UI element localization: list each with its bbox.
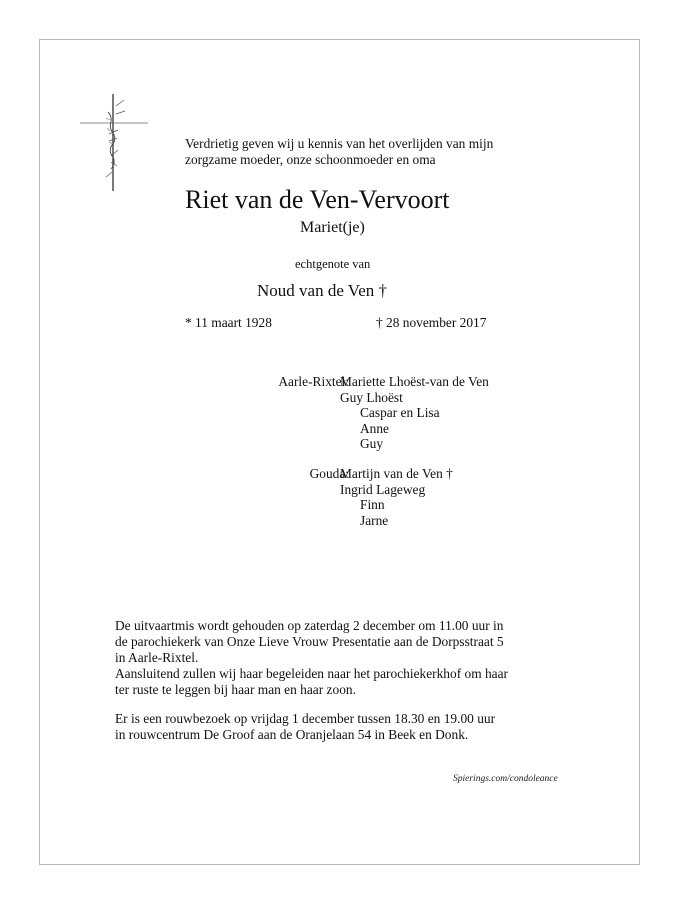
service-line: in Aarle-Rixtel. — [115, 650, 199, 665]
service-line: De uitvaartmis wordt gehouden op zaterdag 2 december om 11.00 uur in — [115, 618, 504, 633]
cross-icon — [78, 92, 150, 192]
service-line: ter ruste te leggen bij haar man en haar zoon. — [115, 682, 356, 697]
family-member: Ingrid Lageweg — [340, 481, 426, 497]
condolence-link[interactable]: Spierings.com/condoleance — [453, 774, 558, 784]
family-member: Mariette Lhoëst-van de Ven — [340, 374, 489, 389]
spouse-name: Noud van de Ven † — [257, 281, 387, 300]
visit-line: in rouwcentrum De Groof aan de Oranjelaan 54 in Beek en Donk. — [115, 727, 469, 742]
spouse-label: echtgenote van — [295, 257, 371, 271]
family-place: Gouda: — [309, 466, 349, 481]
grandchild: Jarne — [360, 512, 389, 528]
deceased-nickname: Mariet(je) — [300, 219, 365, 236]
deceased-name: Riet van de Ven-Vervoort — [185, 185, 450, 214]
visit-info — [115, 711, 495, 743]
intro-line: zorgzame moeder, onze schoonmoeder en oma — [185, 152, 436, 167]
intro-line: Verdrietig geven wij u kennis van het overlijden van mijn — [185, 136, 494, 151]
service-line: Aansluitend zullen wij haar begeleiden naar het parochiekerkhof om haar — [115, 666, 508, 681]
grandchild: Finn — [360, 497, 385, 512]
death-date: † 28 november 2017 — [376, 315, 487, 330]
intro-text — [185, 136, 493, 168]
family-member: Martijn van de Ven † — [340, 466, 453, 481]
family-group — [340, 374, 489, 452]
service-line: de parochiekerk van Onze Lieve Vrouw Presentatie aan de Dorpsstraat 5 — [115, 634, 504, 649]
grandchild: Guy — [360, 436, 384, 451]
birth-date: * 11 maart 1928 — [185, 315, 272, 330]
visit-line: Er is een rouwbezoek op vrijdag 1 december tussen 18.30 en 19.00 uur — [115, 711, 496, 726]
grandchild: Anne — [360, 420, 390, 436]
grandchild: Caspar en Lisa — [360, 405, 440, 420]
family-member: Guy Lhoëst — [340, 389, 403, 405]
family-place: Aarle-Rixtel: — [278, 374, 349, 389]
service-info — [115, 618, 508, 698]
family-group — [340, 466, 453, 528]
